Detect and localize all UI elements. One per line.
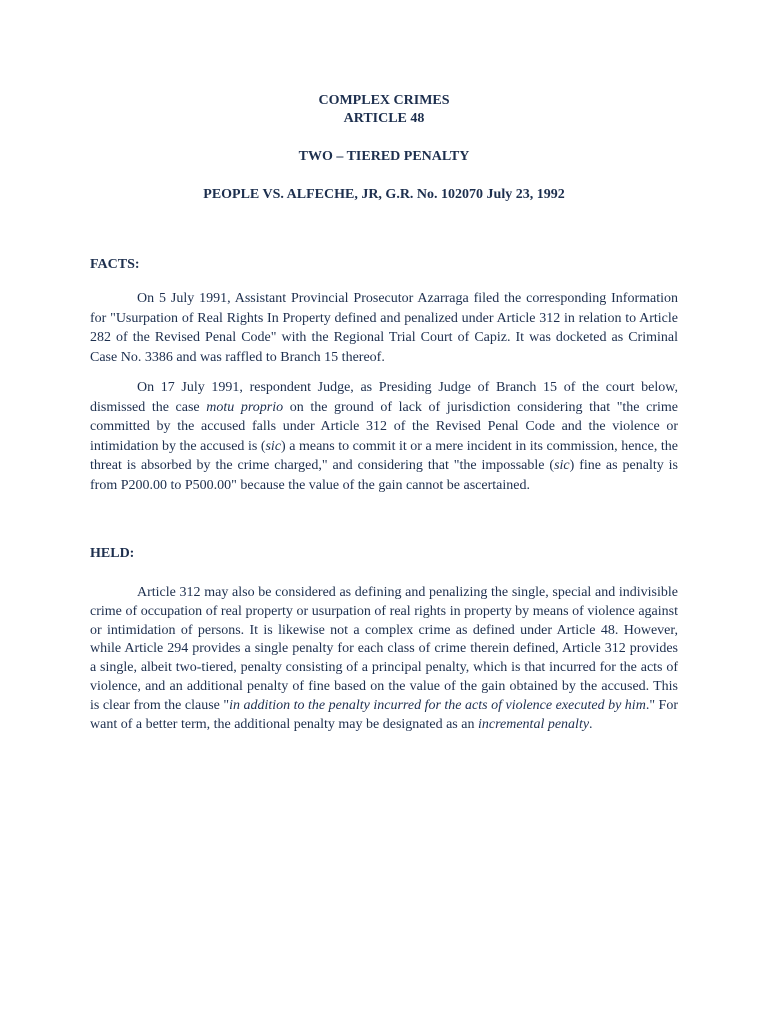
held-italic-incremental-penalty: incremental penalty: [477, 716, 590, 732]
case-title: PEOPLE VS. ALFECHE, JR, G.R. No. 102070 July 23, 1992: [203, 187, 565, 202]
document-title: [90, 92, 678, 128]
facts-paragraph-2: [90, 378, 678, 495]
facts-paragraph-1: On 5 July 1991, Assistant Provincial Prosecutor Azarraga filed the corresponding Information for "Usurpation of Real Rights In Property defined and penalized under Article 312 in relation to Article 282 of the Revised Penal Code" with the Regional Trial Court of Capiz. It was docketed as Criminal Case No. 3386 and was raffled to Branch 15 thereof.: [90, 291, 678, 365]
held-text-3: .: [589, 716, 593, 732]
held-text-1: Article 312 may also be considered as defining and penalizing the single, special and indivisible crime of occupation of real property or usurpation of real rights in property by means of violence against or intimidation of persons. It is likewise not a complex crime as defined under Article 48. However, while Article 294 provides a single penalty for each class of crime therein defined, Article 312 provides a single, albeit two-tiered, penalty consisting of a principal penalty, which is that incurred for the acts of violence, and an additional penalty of fine based on the value of the gain obtained by the accused. This is clear from the clause ": [90, 585, 678, 713]
title-article-48: ARTICLE 48: [343, 111, 425, 126]
held-italic-clause: in addition to the penalty incurred for the acts of violence executed by him: [229, 697, 646, 713]
held-heading: HELD:: [90, 546, 135, 561]
facts-p2-text-3: ) a means to commit it or a mere incident in its commission, hence, the threat is absorbed by the crime charged," and considering that "the impossable (: [90, 438, 678, 473]
facts-heading: FACTS:: [90, 257, 140, 272]
facts-p2-italic-sic-2: sic: [554, 458, 570, 473]
facts-p2-text-4: ) fine as penalty is from P200.00 to P500.00" because the value of the gain cannot be ascertained.: [90, 458, 678, 493]
subtitle-two-tiered-penalty: TWO – TIERED PENALTY: [298, 149, 470, 164]
title-complex-crimes: COMPLEX CRIMES: [318, 93, 450, 108]
held-text-2: ." For want of a better term, the additional penalty may be designated as an: [90, 697, 678, 732]
facts-p2-text-2: on the ground of lack of jurisdiction considering that "the crime committed by the accused falls under Article 312 of the Revised Penal Code and the violence or intimidation by the accused is (: [90, 399, 678, 454]
facts-p2-text-1: On 17 July 1991, respondent Judge, as Presiding Judge of Branch 15 of the court below, dismissed the case: [90, 380, 678, 415]
document-page: [90, 92, 678, 734]
facts-p2-italic-sic-1: sic: [265, 438, 282, 454]
held-paragraph: [90, 584, 678, 734]
facts-p2-italic-motu-proprio: motu proprio: [206, 399, 284, 415]
